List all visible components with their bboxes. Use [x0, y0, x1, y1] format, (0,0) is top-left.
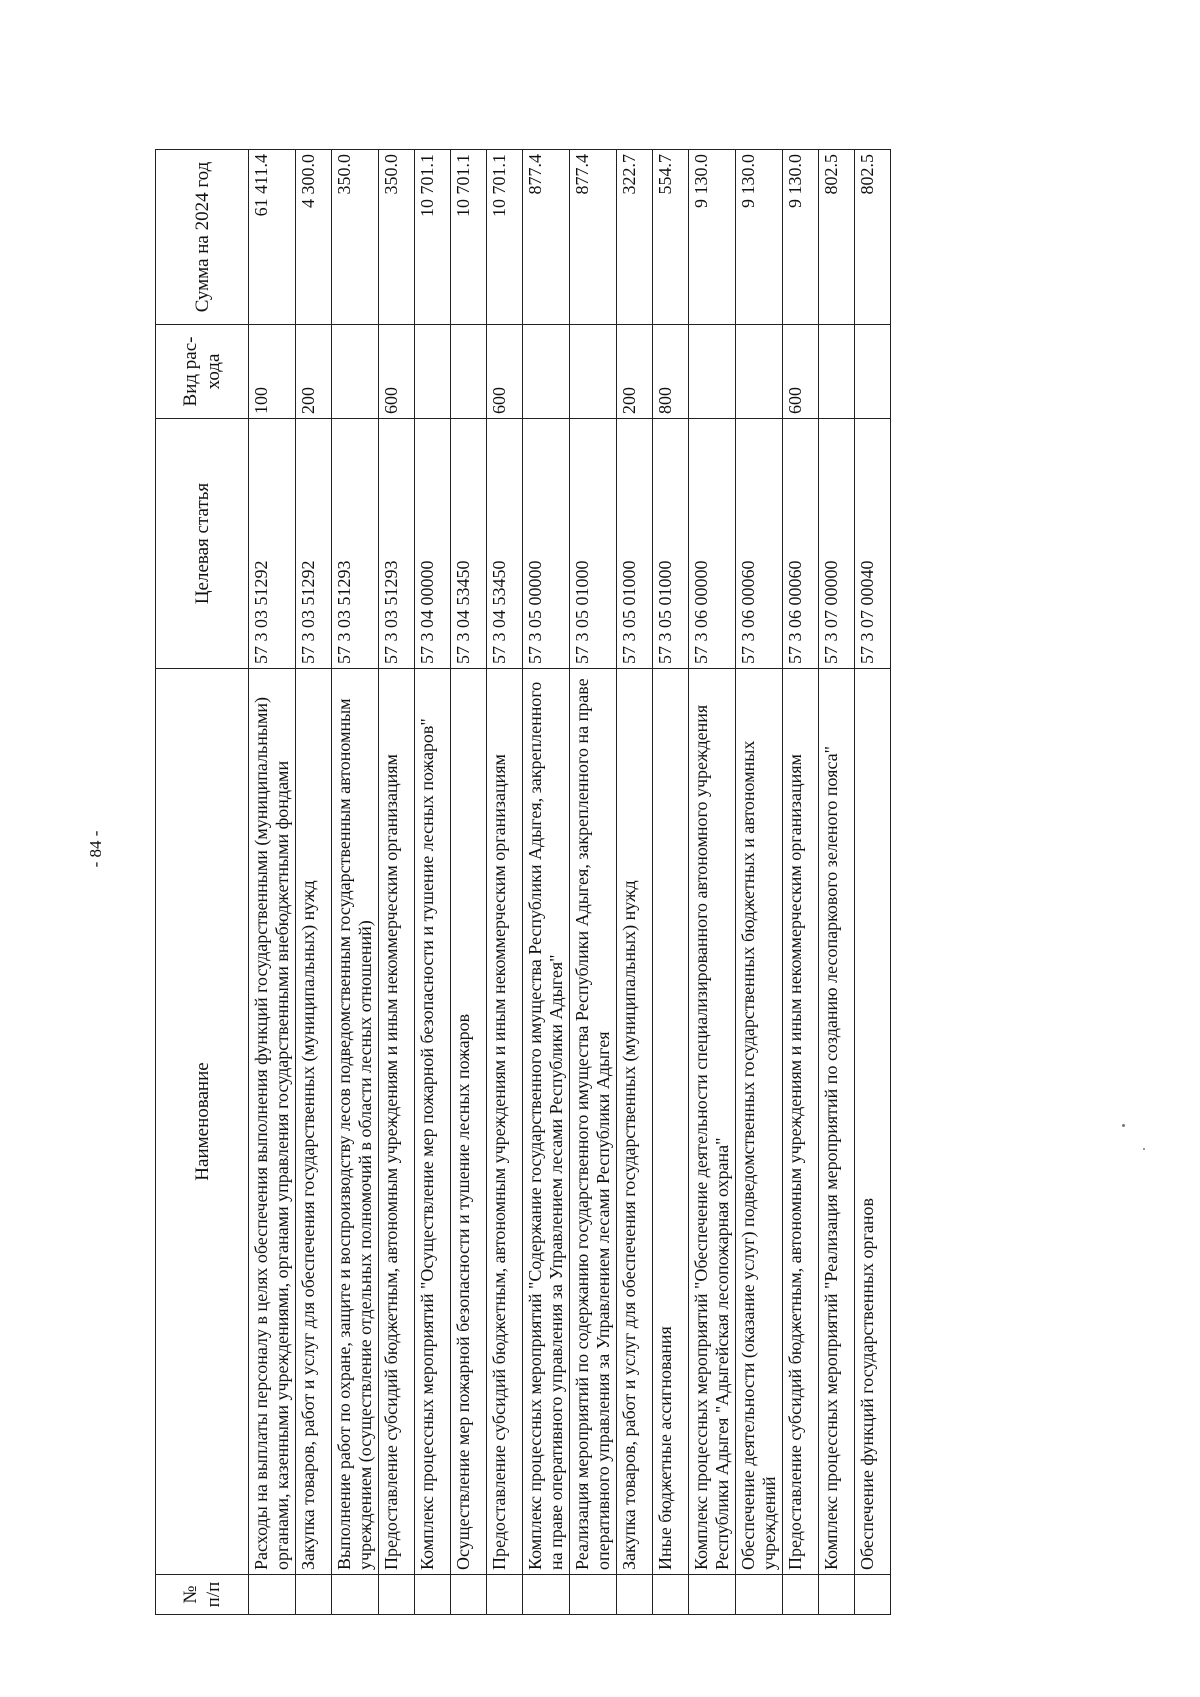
row-name: Осуществление мер пожарной безопасности и тушение лесных пожаров [451, 669, 487, 1575]
header-name: Наименование [156, 669, 249, 1575]
row-sum: 802.5 [855, 150, 891, 325]
rotated-table-container [155, 150, 1045, 1615]
row-number [523, 1575, 570, 1615]
row-expense-type [523, 325, 570, 419]
row-sum: 61 411.4 [249, 150, 296, 325]
page-number: - 84 - [86, 830, 105, 868]
row-number [855, 1575, 891, 1615]
table-row [653, 150, 689, 1615]
row-name: Комплекс процессных мероприятий "Реализация мероприятий по созданию лесопаркового зеленого пояса" [819, 669, 855, 1575]
row-target-article: 57 3 05 01000 [653, 419, 689, 669]
row-number [487, 1575, 523, 1615]
row-sum: 9 130.0 [736, 150, 783, 325]
row-expense-type: 200 [296, 325, 332, 419]
row-sum: 9 130.0 [689, 150, 736, 325]
row-number [379, 1575, 415, 1615]
row-expense-type [736, 325, 783, 419]
row-name: Реализация мероприятий по содержанию государственного имущества Республики Адыгея, закрепленного на праве оперативного управления за Управлением лесами Республики Адыгея [570, 669, 617, 1575]
row-sum: 350.0 [332, 150, 379, 325]
row-number [736, 1575, 783, 1615]
row-name: Предоставление субсидий бюджетным, автономным учреждениям и иным некоммерческим организациям [783, 669, 819, 1575]
header-target-article: Целевая статья [156, 419, 249, 669]
row-name: Комплекс процессных мероприятий "Содержание государственного имущества Республики Адыгея, закрепленного на праве оперативного управления за Управлением лесами Республики Адыгея" [523, 669, 570, 1575]
row-target-article: 57 3 05 00000 [523, 419, 570, 669]
table-row [783, 150, 819, 1615]
row-expense-type [332, 325, 379, 419]
row-number [415, 1575, 451, 1615]
row-number [819, 1575, 855, 1615]
row-sum: 802.5 [819, 150, 855, 325]
row-number [653, 1575, 689, 1615]
table-row [296, 150, 332, 1615]
table-row [523, 150, 570, 1615]
row-name: Иные бюджетные ассигнования [653, 669, 689, 1575]
row-target-article: 57 3 04 00000 [415, 419, 451, 669]
row-sum: 877.4 [523, 150, 570, 325]
row-expense-type: 600 [487, 325, 523, 419]
row-number [249, 1575, 296, 1615]
row-target-article: 57 3 06 00000 [689, 419, 736, 669]
row-target-article: 57 3 03 51292 [296, 419, 332, 669]
table-row [570, 150, 617, 1615]
table-row [332, 150, 379, 1615]
row-sum: 9 130.0 [783, 150, 819, 325]
row-sum: 322.7 [617, 150, 653, 325]
row-expense-type [451, 325, 487, 419]
row-name: Закупка товаров, работ и услуг для обеспечения государственных (муниципальных) нужд [617, 669, 653, 1575]
row-name: Предоставление субсидий бюджетным, автономным учреждениям и иным некоммерческим организациям [379, 669, 415, 1575]
row-number [296, 1575, 332, 1615]
row-expense-type [415, 325, 451, 419]
row-sum: 10 701.1 [487, 150, 523, 325]
table-row [451, 150, 487, 1615]
table-row [736, 150, 783, 1615]
header-sum: Сумма на 2024 год [156, 150, 249, 325]
table-header-row [156, 150, 249, 1615]
table-row [819, 150, 855, 1615]
budget-table [155, 149, 891, 1615]
row-target-article: 57 3 03 51293 [332, 419, 379, 669]
row-name: Расходы на выплаты персоналу в целях обеспечения выполнения функций государственными (муниципальными) органами, казенными учреждениями, органами управления государственными внебюджетными фондами [249, 669, 296, 1575]
row-sum: 4 300.0 [296, 150, 332, 325]
row-target-article: 57 3 06 00060 [783, 419, 819, 669]
row-target-article: 57 3 07 00040 [855, 419, 891, 669]
row-target-article: 57 3 05 01000 [617, 419, 653, 669]
row-name: Закупка товаров, работ и услуг для обеспечения государственных (муниципальных) нужд [296, 669, 332, 1575]
row-target-article: 57 3 04 53450 [451, 419, 487, 669]
row-sum: 554.7 [653, 150, 689, 325]
row-name: Обеспечение деятельности (оказание услуг) подведомственных государственных бюджетных и автономных учреждений [736, 669, 783, 1575]
row-expense-type: 800 [653, 325, 689, 419]
row-name: Обеспечение функций государственных органов [855, 669, 891, 1575]
row-name: Комплекс процессных мероприятий "Обеспечение деятельности специализированного автономного учреждения Республики Адыгея "Адыгейская лесопожарная охрана" [689, 669, 736, 1575]
row-expense-type [689, 325, 736, 419]
row-name: Комплекс процессных мероприятий "Осуществление мер пожарной безопасности и тушение лесных пожаров" [415, 669, 451, 1575]
table-row [415, 150, 451, 1615]
row-target-article: 57 3 03 51293 [379, 419, 415, 669]
row-number [689, 1575, 736, 1615]
row-number [451, 1575, 487, 1615]
row-target-article: 57 3 04 53450 [487, 419, 523, 669]
row-target-article: 57 3 07 00000 [819, 419, 855, 669]
row-sum: 877.4 [570, 150, 617, 325]
table-row [249, 150, 296, 1615]
row-name: Выполнение работ по охране, защите и воспроизводству лесов подведомственным государственным автономным учреждением (осуществление отдельных полномочий в области лесных отношений) [332, 669, 379, 1575]
table-body [249, 150, 891, 1615]
row-expense-type [570, 325, 617, 419]
table-row [855, 150, 891, 1615]
row-target-article: 57 3 06 00060 [736, 419, 783, 669]
row-sum: 10 701.1 [415, 150, 451, 325]
header-expense-type: Вид рас-хода [156, 325, 249, 419]
row-sum: 350.0 [379, 150, 415, 325]
row-expense-type: 200 [617, 325, 653, 419]
row-number [332, 1575, 379, 1615]
row-expense-type: 100 [249, 325, 296, 419]
table-row [379, 150, 415, 1615]
row-expense-type [855, 325, 891, 419]
table-row [487, 150, 523, 1615]
row-name: Предоставление субсидий бюджетным, автономным учреждениям и иным некоммерческим организациям [487, 669, 523, 1575]
scan-speck [1143, 1148, 1145, 1150]
row-number [783, 1575, 819, 1615]
table-row [617, 150, 653, 1615]
row-target-article: 57 3 05 01000 [570, 419, 617, 669]
row-sum: 10 701.1 [451, 150, 487, 325]
row-expense-type: 600 [379, 325, 415, 419]
row-expense-type: 600 [783, 325, 819, 419]
row-number [617, 1575, 653, 1615]
row-number [570, 1575, 617, 1615]
row-expense-type [819, 325, 855, 419]
row-target-article: 57 3 03 51292 [249, 419, 296, 669]
header-num: № п/п [156, 1575, 249, 1615]
scan-speck [1122, 1124, 1125, 1127]
table-row [689, 150, 736, 1615]
